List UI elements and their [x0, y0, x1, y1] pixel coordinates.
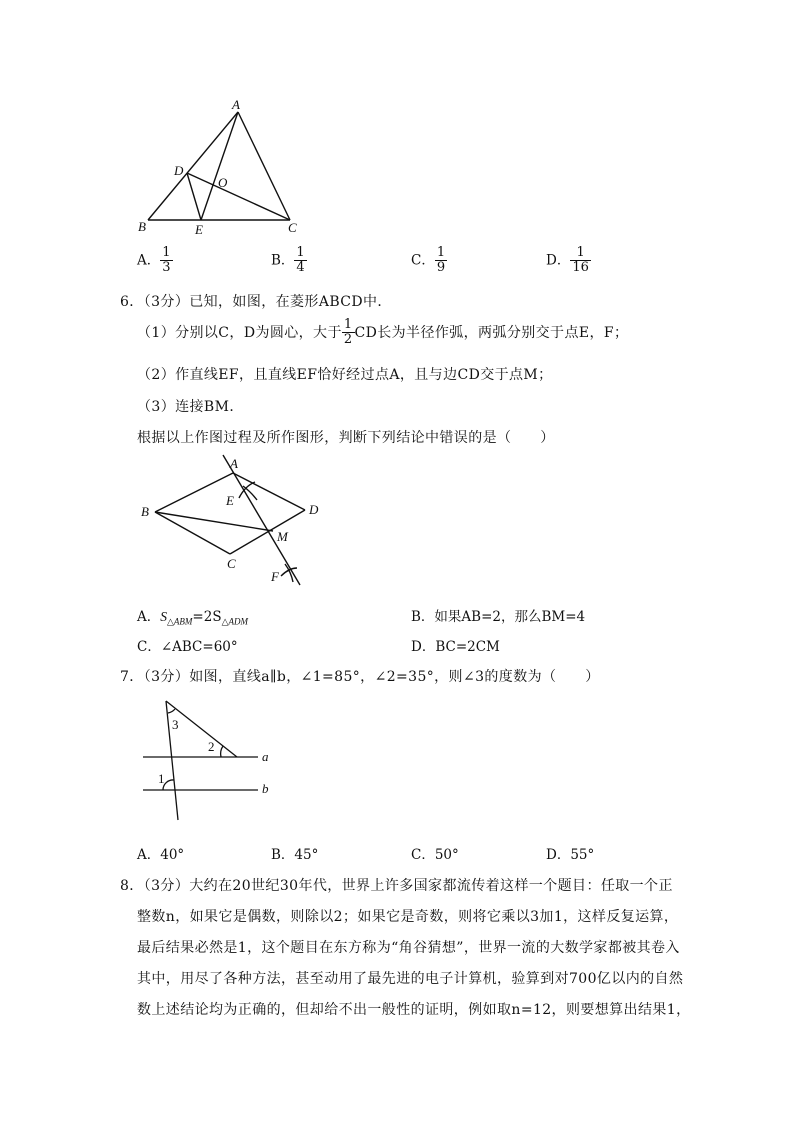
- q8-line-2: 整数n，如果它是偶数，则除以2；如果它是奇数，则将它乘以3加1，这样反复运算，: [137, 909, 679, 925]
- q5-option-d-fraction: [570, 246, 591, 276]
- q5-option-c-letter: C．: [411, 252, 435, 269]
- q6-step3: （3）连接BM．: [137, 399, 244, 415]
- q6-option-a-s1: S: [160, 609, 167, 624]
- q6-option-a-letter: A．: [137, 609, 161, 625]
- q6-label-B: B: [141, 504, 149, 519]
- q6-option-d[interactable]: D．BC=2CM: [411, 639, 500, 655]
- q6-option-a-sub2: △ADM: [221, 616, 248, 627]
- q5-segment-AB: [148, 112, 238, 220]
- q8-line-3: 最后结果必然是1，这个题目在东方称为“角谷猜想”，世界一流的大数学家都被其卷入: [137, 940, 680, 956]
- q5-figure: [130, 95, 310, 240]
- q5-option-d[interactable]: [546, 246, 591, 276]
- q7-option-d[interactable]: D．55°: [546, 847, 595, 863]
- q6-step1-part-b: CD长为半径作弧，两弧分别交于点E，F；: [354, 324, 629, 341]
- q7-label-2: 2: [208, 739, 215, 754]
- q6-step1-num: 1: [343, 317, 353, 332]
- q6-label-E: E: [226, 493, 234, 508]
- q7-label-b: b: [262, 781, 269, 796]
- q6-label-C: C: [227, 556, 236, 571]
- q6-label-F: F: [271, 569, 279, 584]
- q6-stem: 6．（3分）已知，如图，在菱形ABCD中．: [120, 294, 392, 310]
- q6-step1: [137, 318, 628, 348]
- q6-label-D: D: [309, 502, 319, 517]
- q7-option-c[interactable]: C．50°: [411, 847, 459, 863]
- q5-label-B: B: [138, 219, 146, 234]
- q5-option-a-num: 1: [162, 245, 171, 260]
- q6-option-a[interactable]: [137, 605, 248, 628]
- q7-figure: [135, 695, 285, 825]
- q5-option-a-fraction: [160, 246, 172, 276]
- q8-line-5: 数上述结论均为正确的，但却给不出一般性的证明，例如取n=12，则要想算出结果1，: [137, 1002, 691, 1018]
- q6-step1-part-a: （1）分别以C，D为圆心，大于: [137, 324, 342, 341]
- q8-line-1: 8．（3分）大约在20世纪30年代，世界上许多国家都流传着这样一个题目：任取一个正: [120, 878, 673, 894]
- q5-option-d-letter: D．: [546, 252, 571, 269]
- q5-option-c[interactable]: [411, 246, 447, 276]
- q6-option-a-mid: =2S: [192, 609, 222, 625]
- q6-option-a-sub1: △ABM: [167, 616, 193, 627]
- q7-label-a: a: [262, 749, 269, 764]
- q7-stem: 7．（3分）如图，直线a∥b，∠1=85°，∠2=35°，则∠3的度数为（ ）: [120, 669, 600, 685]
- q5-option-a-letter: A．: [137, 252, 161, 269]
- q5-option-a-den: 3: [162, 260, 171, 276]
- q5-label-D: D: [174, 163, 184, 178]
- q6-option-c[interactable]: C．∠ABC=60°: [137, 639, 238, 655]
- q6-step1-den: 2: [343, 332, 353, 348]
- q7-angle-arc-3: [168, 709, 175, 713]
- q6-figure: [135, 450, 335, 592]
- q6-segment-CD: [230, 510, 305, 554]
- q6-step2: （2）作直线EF，且直线EF恰好经过点A，且与边CD交于点M；: [137, 367, 553, 383]
- q5-option-b-fraction: [294, 246, 306, 276]
- q5-option-c-fraction: [435, 246, 447, 276]
- q6-segment-AB: [155, 473, 233, 512]
- q7-option-b[interactable]: B．45°: [271, 847, 319, 863]
- q6-label-M: M: [277, 529, 288, 544]
- q5-segment-DE: [187, 173, 201, 220]
- q6-label-A: A: [230, 456, 238, 471]
- q8-line-4: 其中，用尽了各种方法，甚至动用了最先进的电子计算机，验算到对700亿以内的自然: [137, 971, 684, 987]
- q5-option-b[interactable]: [271, 246, 307, 276]
- q5-label-A: A: [232, 97, 240, 112]
- q5-label-E: E: [195, 222, 203, 237]
- q5-option-d-den: 16: [572, 260, 589, 276]
- q5-option-c-num: 1: [436, 245, 446, 260]
- q6-step1-fraction: [342, 318, 355, 348]
- q5-label-O: O: [218, 175, 228, 190]
- q5-option-a[interactable]: [137, 246, 173, 276]
- q7-angle-arc-2: [221, 746, 223, 757]
- q5-option-c-den: 9: [436, 260, 446, 276]
- q7-label-3: 3: [172, 717, 179, 732]
- q5-segment-DC: [187, 173, 290, 220]
- q5-option-b-letter: B．: [271, 252, 295, 269]
- q6-question: 根据以上作图过程及所作图形，判断下列结论中错误的是（ ）: [137, 430, 555, 446]
- q5-label-C: C: [288, 220, 297, 235]
- q7-label-1: 1: [158, 771, 165, 786]
- q6-option-b[interactable]: B．如果AB=2，那么BM=4: [411, 609, 586, 625]
- q5-segment-AC: [238, 112, 290, 220]
- q7-angle-arc-1: [163, 780, 174, 790]
- q7-option-a[interactable]: A．40°: [137, 847, 185, 863]
- q5-segment-AE: [201, 112, 238, 220]
- q5-option-b-num: 1: [296, 245, 305, 260]
- q5-option-b-den: 4: [296, 260, 305, 276]
- q5-option-d-num: 1: [570, 246, 591, 261]
